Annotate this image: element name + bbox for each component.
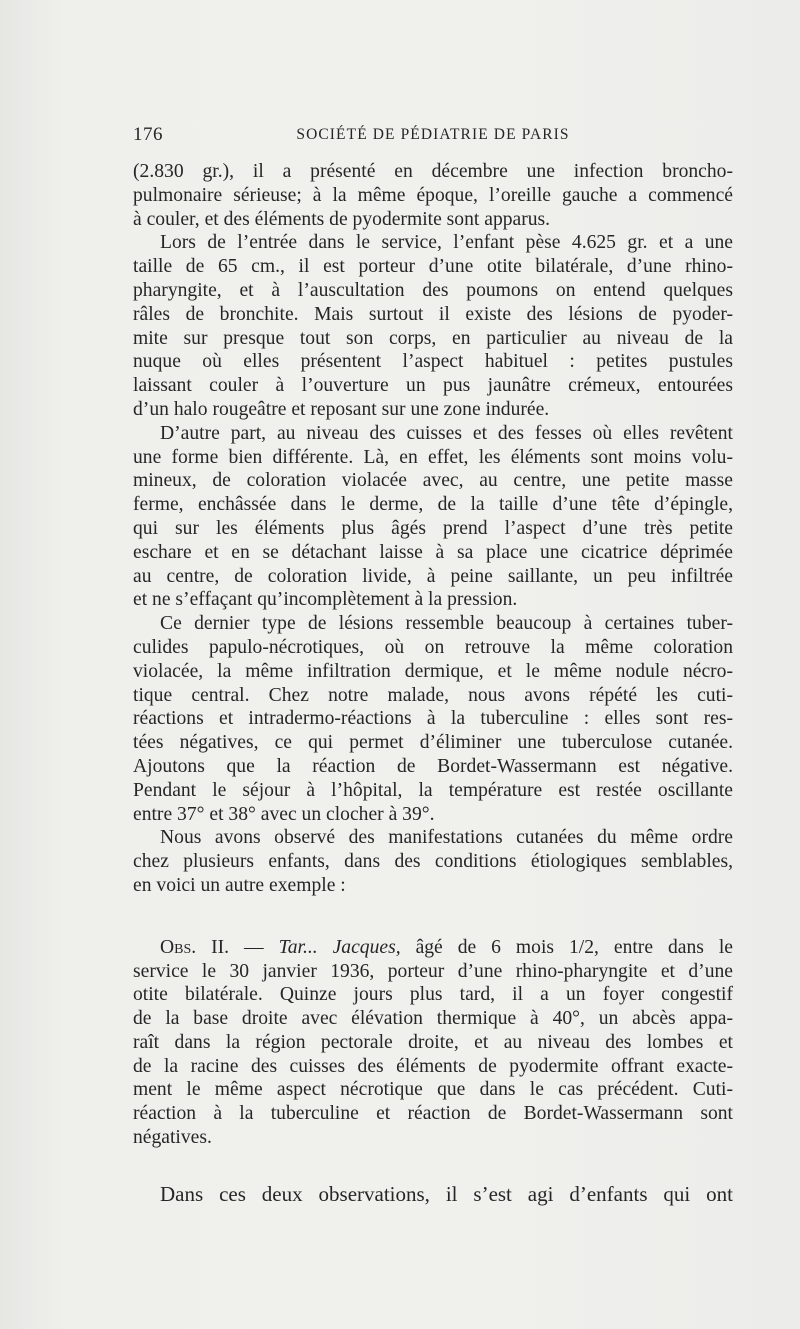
text-line: laissant couler à l’ouverture un pus jaunâtre crémeux, entourées xyxy=(133,375,733,397)
text-line: D’autre part, au niveau des cuisses et des fesses où elles revêtent xyxy=(160,422,733,444)
paragraph xyxy=(133,612,733,826)
text-line: en voici un autre exemple : xyxy=(133,874,346,896)
observation-label: Obs. II. xyxy=(160,936,230,958)
text-line: entre 37° et 38° avec un clocher à 39°. xyxy=(133,803,435,825)
text-line: pharyngite, et à l’auscultation des poumons on entend quelques xyxy=(133,279,733,301)
text-line: d’un halo rougeâtre et reposant sur une zone indurée. xyxy=(133,398,550,420)
patient-name: Tar... Jacques, xyxy=(278,936,401,958)
text-line: au centre, de coloration livide, à peine saillante, un peu infiltrée xyxy=(133,565,733,587)
paragraph xyxy=(133,160,733,231)
text-line: négatives. xyxy=(133,1127,212,1149)
paragraph xyxy=(133,422,733,612)
closing-line: Dans ces deux observations, il s’est agi d’enfants qui ont xyxy=(160,1181,733,1206)
spacer xyxy=(133,1150,733,1183)
text-line: Lors de l’entrée dans le service, l’enfant pèse 4.625 gr. et a une xyxy=(160,232,733,254)
closing-paragraph xyxy=(133,1183,733,1207)
text-line: nuque où elles présentent l’aspect habituel : petites pustules xyxy=(133,351,733,373)
paragraph xyxy=(133,826,733,897)
text-line: culides papulo-nécrotiques, où on retrouve la même coloration xyxy=(133,636,733,658)
text-line: Ajoutons que la réaction de Bordet-Wassermann est négative. xyxy=(133,755,733,777)
observation-first-line-rest: âgé de 6 mois 1/2, entre dans le xyxy=(400,936,733,958)
text-line: réaction à la tuberculine et réaction de Bordet-Wassermann sont xyxy=(133,1103,733,1125)
page-header xyxy=(133,124,733,148)
text-line: taille de 65 cm., il est porteur d’une otite bilatérale, d’une rhino- xyxy=(133,256,733,278)
text-line: et ne s’effaçant qu’incomplètement à la pression. xyxy=(133,589,518,611)
text-line: Pendant le séjour à l’hôpital, la température est restée oscillante xyxy=(133,779,733,801)
text-line: râles de bronchite. Mais surtout il existe des lésions de pyoder- xyxy=(133,303,733,325)
text-line: eschare et en se détachant laisse à sa place une cicatrice déprimée xyxy=(133,541,733,563)
text-line: ferme, enchâssée dans le derme, de la taille d’une tête d’épingle, xyxy=(133,494,733,516)
running-head: SOCIÉTÉ DE PÉDIATRIE DE PARIS xyxy=(296,126,570,143)
text-line: de la base droite avec élévation thermique à 40°, un abcès appa- xyxy=(133,1008,733,1030)
text-line: tées négatives, ce qui permet d’éliminer une tuberculose cutanée. xyxy=(133,732,733,754)
text-line: réactions et intradermo-réactions à la tuberculine : elles sont res- xyxy=(133,708,733,730)
observation-dash: — xyxy=(229,936,279,958)
text-line: violacée, la même infiltration dermique, et le même nodule nécro- xyxy=(133,660,733,682)
text-line: une forme bien différente. Là, en effet, les éléments sont moins volu- xyxy=(133,446,733,468)
text-line: otite bilatérale. Quinze jours plus tard, il a un foyer congestif xyxy=(133,984,733,1006)
text-line: à couler, et des éléments de pyodermite sont apparus. xyxy=(133,208,551,230)
text-line: qui sur les éléments plus âgés prend l’aspect d’une très petite xyxy=(133,517,733,539)
text-line: Nous avons observé des manifestations cutanées du même ordre xyxy=(160,827,733,849)
page-number: 176 xyxy=(133,124,163,145)
spacer xyxy=(133,898,733,936)
paragraph xyxy=(133,231,733,421)
text-line: ment le même aspect nécrotique que dans le cas précédent. Cuti- xyxy=(133,1079,733,1101)
text-line: Ce dernier type de lésions ressemble beaucoup à certaines tuber- xyxy=(160,613,733,635)
text-line: pulmonaire sérieuse; à la même époque, l’oreille gauche a commencé xyxy=(133,184,733,206)
text-line: mite sur presque tout son corps, en particulier au niveau de la xyxy=(133,327,733,349)
text-line: chez plusieurs enfants, dans des conditions étiologiques semblables, xyxy=(133,851,733,873)
observation-first-line xyxy=(133,936,733,960)
body-text xyxy=(133,160,733,1207)
text-line: raît dans la région pectorale droite, et au niveau des lombes et xyxy=(133,1031,733,1053)
observation-paragraph xyxy=(133,936,733,1150)
text-line: de la racine des cuisses des éléments de pyodermite offrant exacte- xyxy=(133,1055,733,1077)
text-line: tique central. Chez notre malade, nous avons répété les cuti- xyxy=(133,684,733,706)
text-line: (2.830 gr.), il a présenté en décembre une infection broncho- xyxy=(133,161,733,182)
text-line: service le 30 janvier 1936, porteur d’une rhino-pharyngite et d’une xyxy=(133,960,733,982)
text-line: mineux, de coloration violacée avec, au centre, une petite masse xyxy=(133,470,733,492)
